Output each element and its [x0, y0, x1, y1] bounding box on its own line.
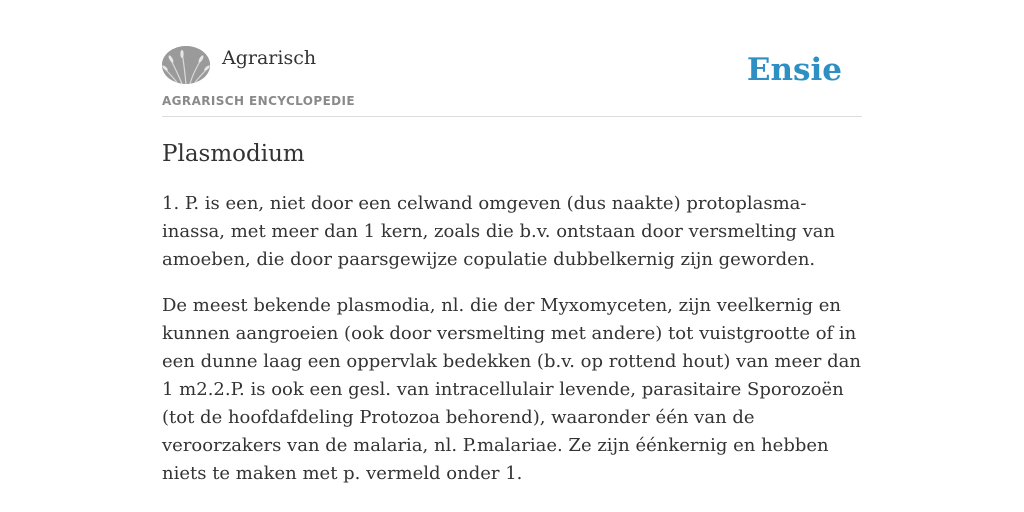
page-title: Plasmodium — [162, 141, 305, 167]
source-header — [162, 44, 862, 117]
article — [162, 138, 862, 506]
article-paragraph: 1. P. is een, niet door een celwand omgeven (dus naakte) protoplasma-inassa, met meer dan 1 kern, zoals die b.v. ontstaan door versmelting van amoeben, die door paarsgewijze copulatie dubbelkernig zijn geworden. — [162, 193, 836, 270]
brand-logo[interactable]: Ensie — [746, 52, 842, 88]
wheat-icon[interactable] — [162, 46, 210, 84]
source-name[interactable]: Agrarisch — [222, 47, 317, 69]
article-paragraph: De meest bekende plasmodia, nl. die der Myxomyceten, zijn veelkernig en kunnen aangroeien (ook door versmelting met andere) tot vuistgrootte of in een dunne laag een oppervlak bedekken (b.v. op rottend hout) van meer dan 1 m2.2.P. is ook een gesl. van intracellulair levende, parasitaire Sporozoën (tot de hoofdafdeling Protozoa behorend), waaronder één van de veroorzakers van de malaria, nl. P.malariae. Ze zijn éénkernig en hebben niets te maken met p. vermeld onder 1. — [162, 295, 861, 484]
source-subtitle: AGRARISCH ENCYCLOPEDIE — [162, 94, 355, 108]
